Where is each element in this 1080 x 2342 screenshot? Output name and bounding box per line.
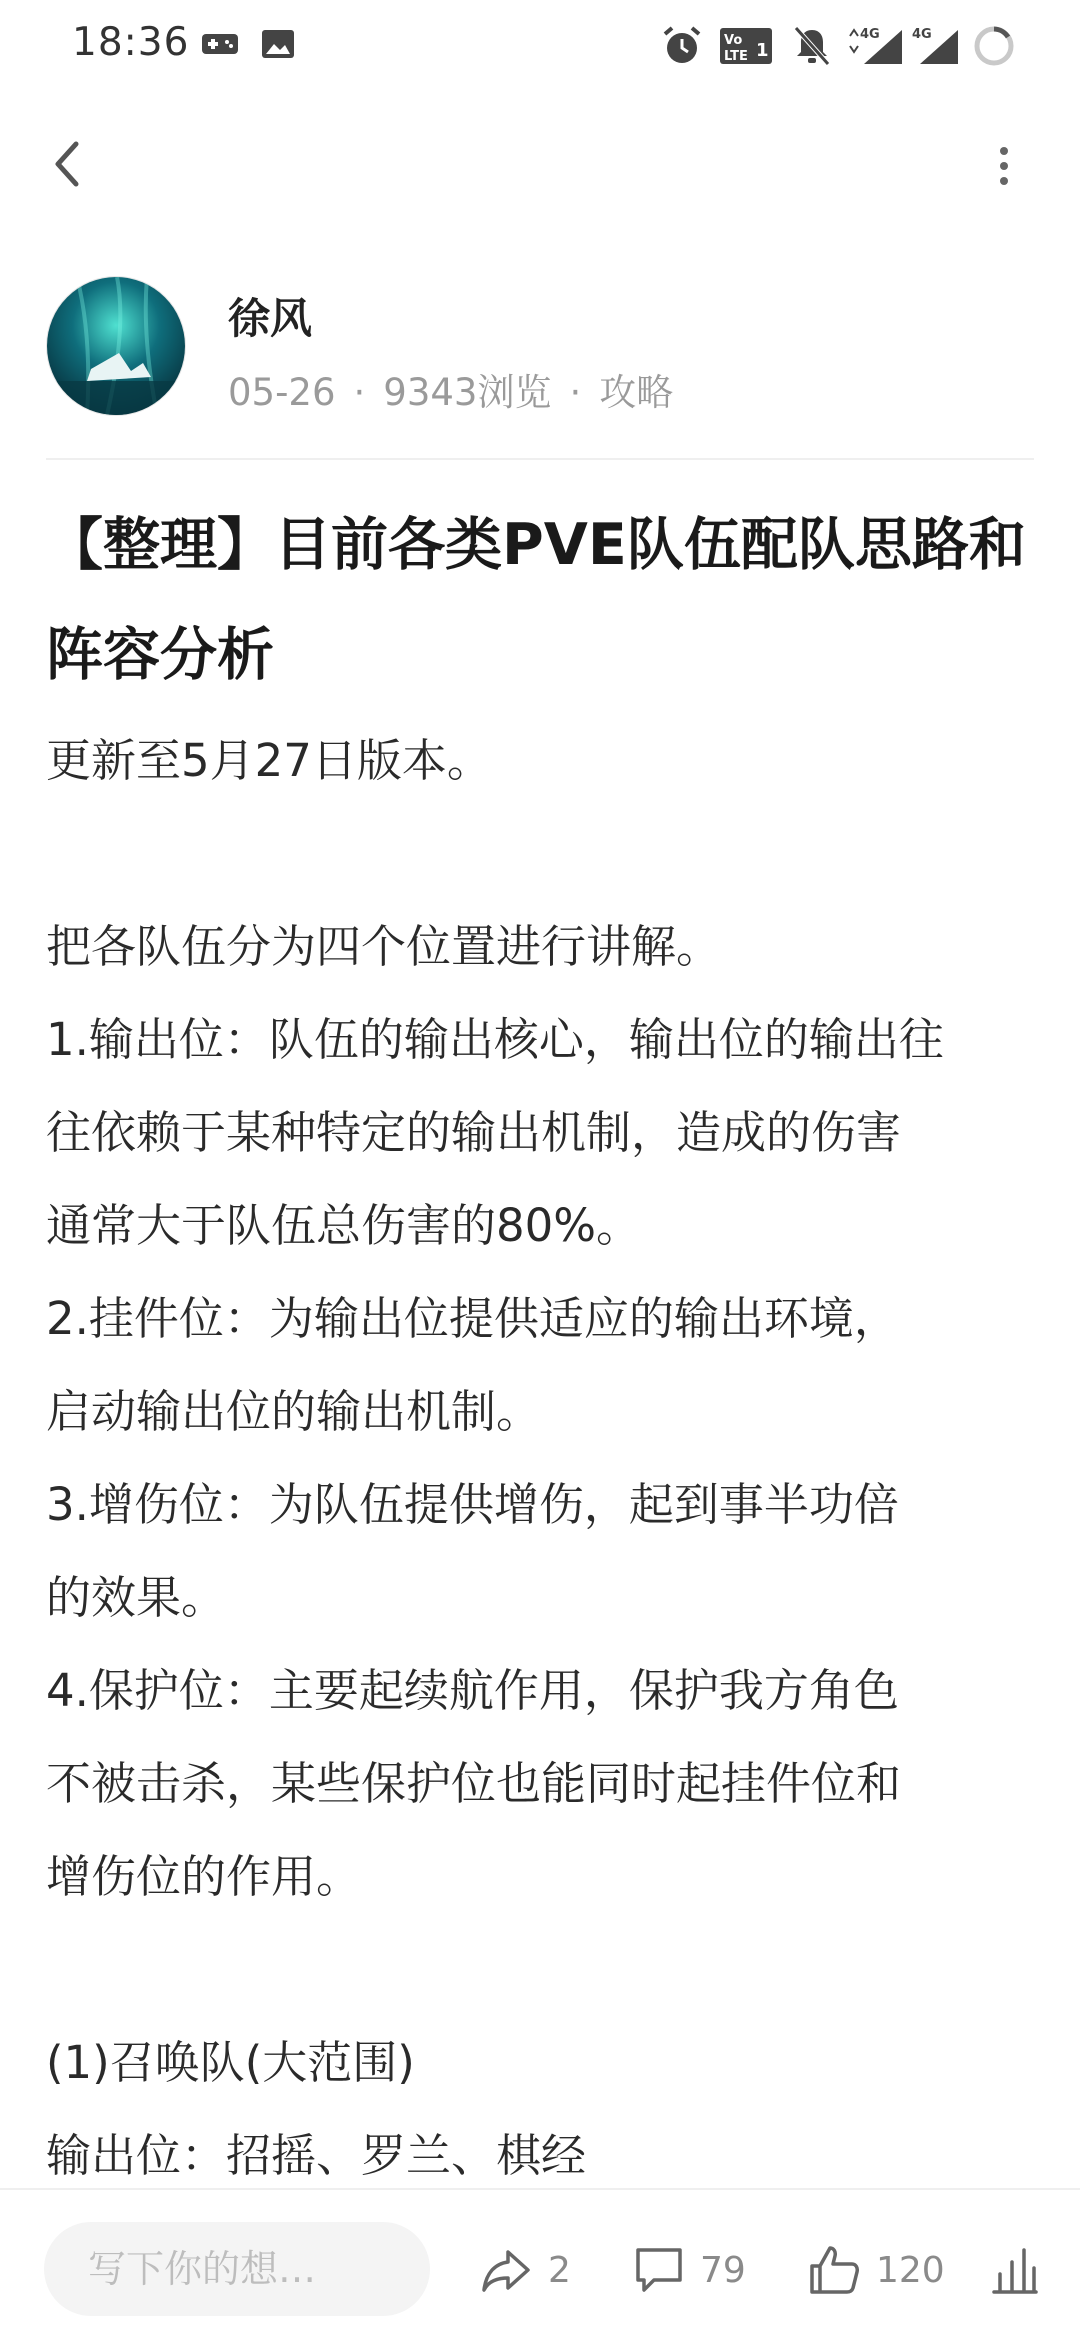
more-vertical-icon bbox=[984, 136, 1024, 196]
chevron-left-icon bbox=[40, 128, 100, 198]
article-line: 不被击杀，某些保护位也能同时起挂件位和 bbox=[46, 1757, 902, 1810]
alarm-icon bbox=[660, 24, 704, 72]
share-count: 2 bbox=[548, 2249, 571, 2291]
gallery-icon bbox=[258, 24, 298, 68]
svg-text:4G: 4G bbox=[912, 27, 932, 42]
share-icon bbox=[478, 2242, 534, 2298]
blank-line bbox=[46, 807, 1046, 900]
stats-button[interactable] bbox=[990, 2230, 1040, 2310]
article-line: 4.保护位：主要起续航作用，保护我方角色 bbox=[46, 1664, 899, 1717]
volte-icon bbox=[718, 24, 774, 72]
article-line: 输出位：招摇、罗兰、棋经 bbox=[46, 2129, 587, 2182]
blank-line bbox=[46, 1923, 1046, 2016]
article-body bbox=[46, 714, 1046, 2202]
article-line: 2.挂件位：为输出位提供适应的输出环境， bbox=[46, 1292, 899, 1345]
status-time: 18:36 bbox=[72, 20, 190, 65]
like-button[interactable] bbox=[806, 2230, 945, 2310]
share-button[interactable] bbox=[478, 2230, 571, 2310]
divider bbox=[46, 458, 1034, 460]
article-line: 把各队伍分为四个位置进行讲解。 bbox=[46, 920, 722, 973]
more-button[interactable] bbox=[984, 136, 1024, 196]
bottom-action-bar bbox=[0, 2188, 1080, 2342]
article-line: (1)召唤队(大范围) bbox=[46, 2036, 415, 2089]
view-count: 9343浏览 bbox=[383, 371, 552, 414]
battery-ring-icon bbox=[972, 24, 1016, 72]
comment-count: 79 bbox=[700, 2249, 746, 2291]
top-nav-bar bbox=[0, 110, 1080, 210]
game-icon bbox=[200, 24, 240, 68]
meta-separator: · bbox=[569, 371, 582, 414]
svg-text:Vo: Vo bbox=[724, 33, 743, 48]
article-line: 更新至5月27日版本。 bbox=[46, 734, 492, 787]
article-line: 的效果。 bbox=[46, 1571, 227, 1624]
author-name[interactable]: 徐风 bbox=[228, 294, 313, 343]
post-date: 05-26 bbox=[228, 371, 336, 414]
stats-icon bbox=[990, 2242, 1040, 2298]
signal-4g-icon bbox=[846, 24, 904, 72]
signal-4g-icon bbox=[910, 24, 960, 72]
meta-separator: · bbox=[353, 371, 366, 414]
article-line: 1.输出位：队伍的输出核心，输出位的输出往 bbox=[46, 1013, 944, 1066]
article-line: 3.增伤位：为队伍提供增伤，起到事半功倍 bbox=[46, 1478, 899, 1531]
status-bar bbox=[0, 0, 1080, 96]
author-avatar[interactable] bbox=[46, 276, 186, 416]
comment-button[interactable] bbox=[632, 2230, 746, 2310]
comment-icon bbox=[632, 2242, 686, 2298]
article-title: 【整理】目前各类PVE队伍配队思路和阵容分析 bbox=[46, 512, 1026, 688]
mute-icon bbox=[792, 24, 832, 72]
comment-input[interactable] bbox=[44, 2222, 430, 2316]
post-category[interactable]: 攻略 bbox=[599, 371, 674, 414]
svg-text:4G: 4G bbox=[860, 27, 880, 42]
back-button[interactable] bbox=[40, 128, 100, 198]
like-count: 120 bbox=[876, 2249, 945, 2291]
post-meta bbox=[228, 362, 673, 416]
svg-text:1: 1 bbox=[756, 40, 769, 61]
svg-text:LTE: LTE bbox=[724, 49, 748, 64]
like-icon bbox=[806, 2242, 862, 2298]
article-line: 启动输出位的输出机制。 bbox=[46, 1385, 542, 1438]
article-line: 往依赖于某种特定的输出机制，造成的伤害 bbox=[46, 1106, 902, 1159]
article-line: 增伤位的作用。 bbox=[46, 1850, 362, 1903]
article-line: 通常大于队伍总伤害的80%。 bbox=[46, 1199, 642, 1252]
